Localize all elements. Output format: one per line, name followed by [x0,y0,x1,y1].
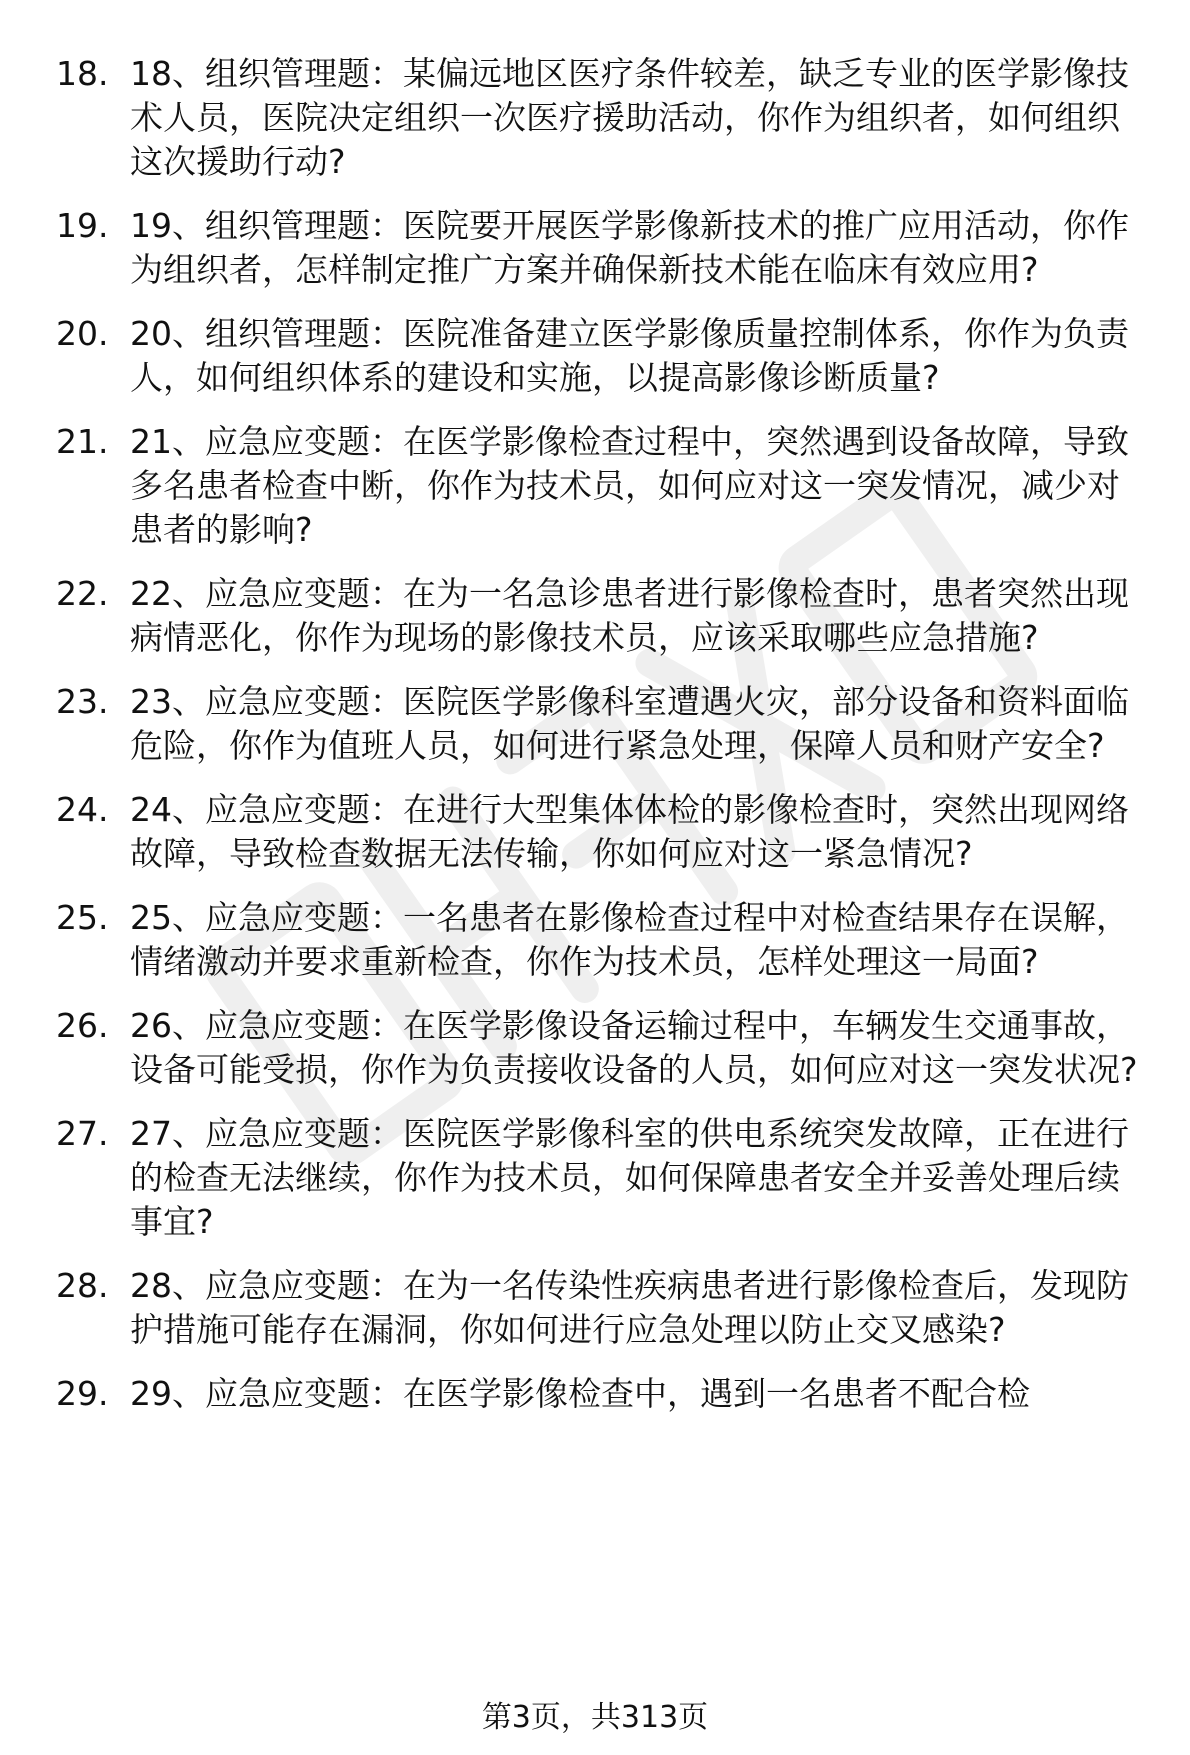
list-item [56,1372,1146,1416]
question-number: 24. [56,790,109,829]
list-item [56,680,1146,768]
question-number: 25. [56,898,109,937]
question-number: 20. [56,314,109,353]
list-item [56,1112,1146,1244]
question-number: 21. [56,422,109,461]
question-text: 25、应急应变题：一名患者在影像检查过程中对检查结果存在误解，情绪激动并要求重新检查，你作为技术员，怎样处理这一局面? [130,898,1129,981]
question-number: 22. [56,574,109,613]
question-text: 28、应急应变题：在为一名传染性疾病患者进行影像检查后，发现防护措施可能存在漏洞，你如何进行应急处理以防止交叉感染? [130,1266,1129,1349]
list-item [56,420,1146,552]
question-number: 28. [56,1266,109,1305]
list-item [56,788,1146,876]
question-text: 27、应急应变题：医院医学影像科室的供电系统突发故障，正在进行的检查无法继续，你作为技术员，如何保障患者安全并妥善处理后续事宜? [130,1114,1129,1241]
list-item [56,1004,1146,1092]
page-footer: 第3页，共313页 [481,1700,709,1735]
question-text: 21、应急应变题：在医学影像检查过程中，突然遇到设备故障，导致多名患者检查中断，你作为技术员，如何应对这一突发情况，减少对患者的影响? [130,422,1129,549]
question-number: 27. [56,1114,109,1153]
list-item [56,312,1146,400]
question-number: 23. [56,682,109,721]
question-text: 26、应急应变题：在医学影像设备运输过程中，车辆发生交通事故，设备可能受损，你作为负责接收设备的人员，如何应对这一突发状况? [130,1006,1138,1089]
question-number: 26. [56,1006,109,1045]
list-item [56,52,1146,184]
question-text: 24、应急应变题：在进行大型集体体检的影像检查时，突然出现网络故障，导致检查数据无法传输，你如何应对这一紧急情况? [130,790,1129,873]
question-text: 23、应急应变题：医院医学影像科室遭遇火灾，部分设备和资料面临危险，你作为值班人员，如何进行紧急处理，保障人员和财产安全? [130,682,1129,765]
question-text: 29、应急应变题：在医学影像检查中，遇到一名患者不配合检 [130,1374,1030,1413]
question-number: 18. [56,54,109,93]
question-list [56,52,1146,1436]
question-text: 19、组织管理题：医院要开展医学影像新技术的推广应用活动，你作为组织者，怎样制定推广方案并确保新技术能在临床有效应用? [130,206,1129,289]
question-text: 22、应急应变题：在为一名急诊患者进行影像检查时，患者突然出现病情恶化，你作为现场的影像技术员，应该采取哪些应急措施? [130,574,1129,657]
list-item [56,896,1146,984]
question-number: 19. [56,206,109,245]
question-text: 18、组织管理题：某偏远地区医疗条件较差，缺乏专业的医学影像技术人员，医院决定组织一次医疗援助活动，你作为组织者，如何组织这次援助行动? [130,54,1129,181]
list-item [56,204,1146,292]
question-number: 29. [56,1374,109,1413]
question-text: 20、组织管理题：医院准备建立医学影像质量控制体系，你作为负责人，如何组织体系的建设和实施，以提高影像诊断质量? [130,314,1129,397]
list-item [56,1264,1146,1352]
list-item [56,572,1146,660]
